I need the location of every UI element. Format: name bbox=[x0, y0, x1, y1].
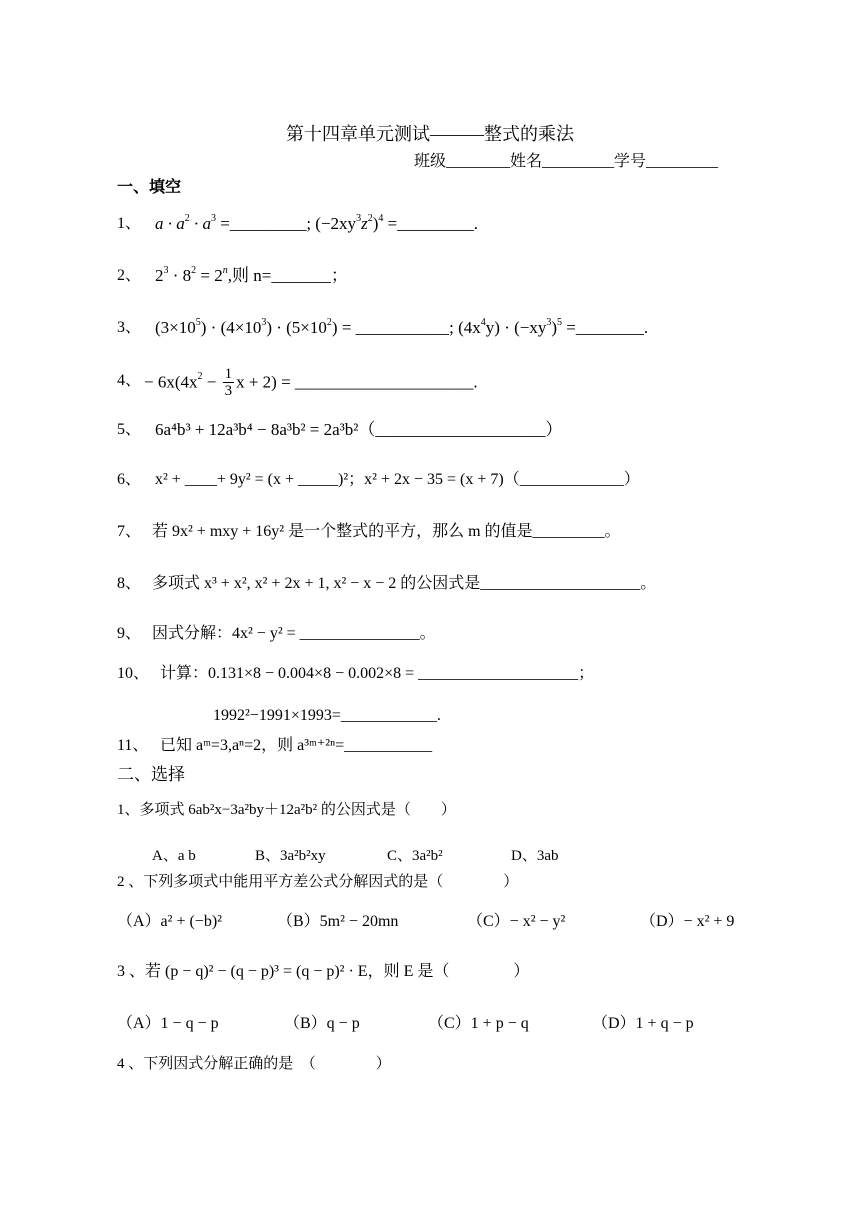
q1-part: a · a bbox=[155, 214, 185, 233]
q4-part: − bbox=[202, 372, 221, 392]
option-c: （C）− x² − y² bbox=[467, 913, 566, 930]
option-c: （C）1 + p − q bbox=[428, 1015, 529, 1032]
option-d: D、3ab bbox=[511, 848, 559, 864]
q2-part: = 2 bbox=[196, 266, 223, 285]
q1-part: =_________. bbox=[383, 214, 478, 233]
q8-text: 多项式 x³ + x², x² + 2x + 1, x² − x − 2 的公因式是____________________。 bbox=[152, 575, 657, 592]
question-number: 3、 bbox=[117, 319, 142, 336]
student-info-line: 班级________姓名_________学号_________ bbox=[414, 153, 719, 170]
q3-part: ) · (5×10 bbox=[266, 318, 327, 337]
q4-part: − 6x(4x bbox=[144, 372, 198, 392]
question-number: 2、 bbox=[117, 267, 142, 284]
option-c: C、3a²b² bbox=[387, 848, 443, 864]
q1-part: =_________; (−2xy bbox=[216, 214, 357, 233]
page-title: 第十四章单元测试———整式的乘法 bbox=[286, 124, 574, 144]
q10-line2-text: 1992²−1991×1993=____________. bbox=[213, 707, 441, 724]
fill-question-4: 4、 − $6x(4x^2$ − $\frac{1}{3}$ x + 2) = _____________________. bbox=[117, 366, 478, 399]
question-number: 8、 bbox=[117, 575, 142, 592]
question-number: 4、 bbox=[117, 372, 142, 389]
option-a: （A）a² + (−b)² bbox=[117, 913, 222, 930]
q1-part: · a bbox=[189, 214, 211, 233]
q6-text: x² + ____+ 9y² = (x + _____)²；x² + 2x − 35 = (x + 7)（_____________） bbox=[155, 471, 640, 488]
q5-text: 6a⁴b³ + 12a³b⁴ − 8a³b² = 2a³b²（____________________） bbox=[155, 420, 563, 439]
question-number: 1、 bbox=[117, 215, 142, 232]
c1-text: 1、多项式 6ab²x−3a²by＋12a²b² 的公因式是（ ） bbox=[117, 802, 456, 818]
question-number: 6、 bbox=[117, 471, 142, 488]
c2-text: 2 、下列多项式中能用平方差公式分解因式的是（ ） bbox=[117, 874, 519, 890]
q10-text: 计算：0.131×8 − 0.004×8 − 0.002×8 = ____________________； bbox=[160, 665, 595, 682]
c4-text: 4 、下列因式分解正确的是 （ ） bbox=[117, 1056, 391, 1072]
fraction-one-third: $\frac{1}{3}$ bbox=[224, 366, 233, 399]
q3-part: ) · (4×10 bbox=[200, 318, 262, 337]
q2-part: ,则 n=_______； bbox=[227, 266, 348, 285]
q3-part: (3×10 bbox=[155, 318, 196, 337]
q1-part: z bbox=[361, 214, 368, 233]
section-fill-heading: 一、填空 bbox=[117, 179, 182, 196]
q4-part: x + 2) = _____________________. bbox=[236, 372, 478, 392]
option-b: （B）q − p bbox=[284, 1015, 360, 1032]
option-d: （D）1 + q − p bbox=[592, 1015, 694, 1032]
q2-part: 2 bbox=[155, 266, 164, 285]
q1-part: ) bbox=[372, 214, 379, 233]
option-b: （B）5m² − 20mn bbox=[277, 913, 399, 930]
question-number: 11、 bbox=[117, 737, 149, 754]
q3-part: =________. bbox=[562, 318, 649, 337]
section-choice-heading: 二、选择 bbox=[117, 765, 185, 784]
question-number: 9、 bbox=[117, 625, 142, 642]
q7-text: 若 9x² + mxy + 16y² 是一个整式的平方，那么 m 的值是_________。 bbox=[152, 523, 621, 540]
question-number: 7、 bbox=[117, 523, 142, 540]
q11-text: 已知 aᵐ=3,aⁿ=2，则 a³ᵐ⁺²ⁿ=___________ bbox=[160, 737, 433, 754]
q2-part: · 8 bbox=[168, 266, 192, 285]
q3-part: y) · (−xy bbox=[485, 318, 547, 337]
c3-text: 3 、若 (p − q)² − (q − p)³ = (q − p)² · E，则 E 是（ ） bbox=[117, 963, 530, 980]
question-number: 5、 bbox=[117, 421, 142, 438]
option-a: A、a b bbox=[152, 848, 196, 864]
option-d: （D）− x² + 9 bbox=[640, 913, 735, 930]
option-a: （A）1 − q − p bbox=[117, 1015, 219, 1032]
q9-text: 因式分解：4x² − y² = _______________。 bbox=[152, 625, 436, 642]
q3-part: ) bbox=[551, 318, 558, 337]
q3-part: ) = ___________; (4x bbox=[331, 318, 481, 337]
option-b: B、3a²b²xy bbox=[255, 848, 326, 864]
worksheet-page: 第十四章单元测试———整式的乘法 班级________姓名_________学号_________ 一、填空 1、 $a \cdot a^2 \cdot a^3$ =_________; $(-2xy^3z^2)^4$ =_________. 2、 $2^3 \cdot 8^2 = 2^n$,则 n=_______； 3、 $(3\times 10^5) \cdot (4\times 10^3) \cdot (5\times 10^2)$ = ___________; $(4x^4y) \cdot (-xy^3)^5$ =________. 4、 − $6x(4x^2$ − $\frac{1}{3}$ x + 2) = _____________________. 5、 6a⁴b³ + 12a³b⁴ − 8a³b² = 2a³b²（____________________） 6、 x² + ____+ 9y² = (x + _____)²；x² + 2x − 35 = (x + 7)（_____________） 7、 若 9x² + mxy + 16y² 是一个整式的平方，那么 m 的值是_________。 8、 多项式 x³ + x², x² + 2x + 1, x² − x − 2 的公因式是____________________。 9、 因式分解：4x² − y² = _______________。 10、 计算：0.131×8 − 0.004×8 − 0.002×8 = ____________________； 1992²−1991×1993=____________. 11、 已知 aᵐ=3,aⁿ=2，则 a³ᵐ⁺²ⁿ=___________ 二、选择 1、多项式 6ab²x−3a²by＋12a²b² 的公因式是（ ） A、a b B、3a²b²xy C、3a²b² D、3ab 2 、下列多项式中能用平方差公式分解因式的是（ ） （A）a² + (−b)² （B）5m² − 20mn （C）− x² − y² （D）− x² + 9 3 、若 (p − q)² − (q − p)³ = (q − p)² · E，则 E 是（ ） （A）1 − q − p （B）q − p （C）1 + p − q （D）1 + q − p 4 、下列因式分解正确的是 （ ） bbox=[0, 0, 860, 1215]
question-number: 10、 bbox=[117, 665, 150, 682]
